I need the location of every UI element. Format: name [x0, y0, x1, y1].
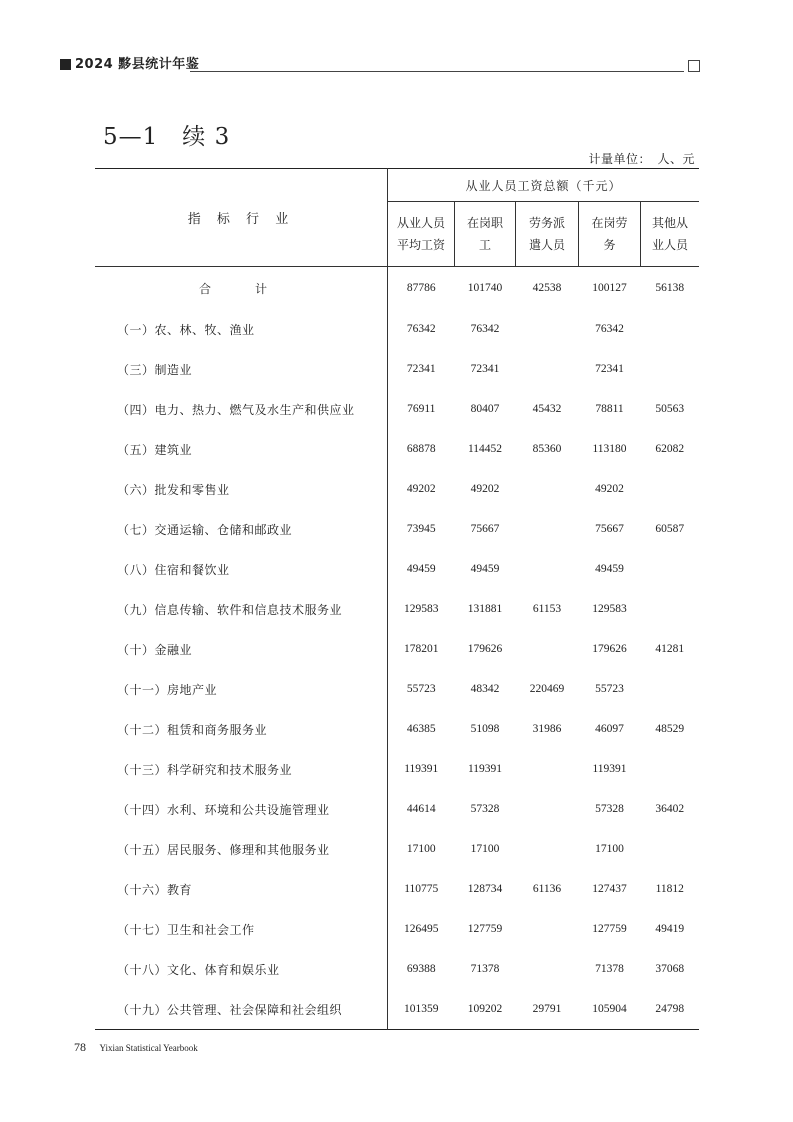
value-cell	[641, 469, 700, 509]
running-header	[60, 56, 700, 74]
value-cell: 55723	[595, 683, 624, 695]
value-cell: 36402	[655, 803, 685, 815]
value-cell: 76342	[470, 323, 500, 335]
industry-name: （十九）公共管理、社会保障和社会组织	[95, 989, 388, 1030]
table-row	[95, 389, 699, 429]
value-cell: 179626	[592, 643, 627, 655]
value-cell	[641, 749, 700, 789]
value-cell: 61153	[532, 603, 562, 615]
value-cell: 101359	[404, 1003, 439, 1015]
value-cell: 78811	[595, 403, 624, 415]
industry-name: （十五）居民服务、修理和其他服务业	[95, 829, 388, 869]
value-cell: 48529	[655, 723, 685, 735]
value-cell: 71378	[595, 963, 624, 975]
value-cell	[516, 909, 579, 949]
value-cell: 71378	[470, 963, 500, 975]
page-footer	[74, 1040, 198, 1055]
value-cell: 110775	[404, 883, 439, 895]
subheader-avg-wage: 从业人员 平均工资	[388, 202, 455, 267]
value-cell: 126495	[404, 923, 439, 935]
table-row	[95, 909, 699, 949]
value-cell	[516, 829, 579, 869]
value-cell: 51098	[470, 723, 500, 735]
table-row	[95, 429, 699, 469]
value-cell	[641, 589, 700, 629]
value-cell: 100127	[592, 282, 627, 294]
table-row	[95, 789, 699, 829]
value-cell: 29791	[532, 1003, 562, 1015]
yearbook-title: 2024 黟县统计年鉴	[75, 57, 200, 72]
table-row	[95, 749, 699, 789]
industry-name: （十七）卫生和社会工作	[95, 909, 388, 949]
industry-name: （六）批发和零售业	[95, 469, 388, 509]
industry-name: （十四）水利、环境和公共设施管理业	[95, 789, 388, 829]
value-cell: 127759	[592, 923, 627, 935]
value-cell: 72341	[406, 363, 436, 375]
table-title: 5—1 续 3	[103, 124, 231, 150]
value-cell: 62082	[655, 443, 685, 455]
value-cell: 37068	[655, 963, 685, 975]
industry-name: （十二）租赁和商务服务业	[95, 709, 388, 749]
value-cell: 46097	[595, 723, 624, 735]
value-cell: 72341	[595, 363, 624, 375]
industry-name: （一）农、林、牧、渔业	[95, 309, 388, 349]
value-cell: 49202	[470, 483, 500, 495]
header-rule	[190, 71, 684, 72]
value-cell: 113180	[592, 443, 627, 455]
value-cell: 69388	[406, 963, 436, 975]
value-cell	[641, 829, 700, 869]
industry-name: （十八）文化、体育和娱乐业	[95, 949, 388, 989]
value-cell	[516, 309, 579, 349]
value-cell: 31986	[532, 723, 562, 735]
value-cell: 119391	[467, 763, 503, 775]
value-cell: 50563	[655, 403, 685, 415]
table-row	[95, 509, 699, 549]
value-cell: 119391	[404, 763, 439, 775]
table-row	[95, 349, 699, 389]
hollow-square-icon	[688, 60, 700, 72]
table-row	[95, 709, 699, 749]
value-cell: 49459	[470, 563, 500, 575]
publication-name: Yixian Statistical Yearbook	[99, 1043, 198, 1053]
industry-name: （十）金融业	[95, 629, 388, 669]
value-cell: 68878	[406, 443, 436, 455]
value-cell: 75667	[470, 523, 500, 535]
value-cell	[516, 789, 579, 829]
subheader-on-post-labor: 在岗劳 务	[579, 202, 641, 267]
industry-name: （八）住宿和餐饮业	[95, 549, 388, 589]
value-cell: 48342	[470, 683, 500, 695]
group-header: 从业人员工资总额（千元）	[388, 169, 700, 202]
value-cell: 119391	[592, 763, 627, 775]
value-cell: 76342	[406, 323, 436, 335]
value-cell	[516, 629, 579, 669]
value-cell	[641, 669, 700, 709]
table-row	[95, 989, 699, 1030]
value-cell: 105904	[592, 1003, 627, 1015]
value-cell: 129583	[404, 603, 439, 615]
industry-name: （三）制造业	[95, 349, 388, 389]
table-row	[95, 469, 699, 509]
value-cell: 42538	[532, 282, 562, 294]
value-cell: 109202	[467, 1003, 503, 1015]
value-cell: 85360	[532, 443, 562, 455]
wage-table	[95, 168, 699, 1030]
value-cell: 127437	[592, 883, 627, 895]
value-cell: 101740	[467, 282, 503, 294]
value-cell: 11812	[655, 883, 684, 895]
table-row	[95, 309, 699, 349]
value-cell	[641, 349, 700, 389]
value-cell: 87786	[406, 282, 436, 294]
value-cell: 44614	[406, 803, 436, 815]
value-cell	[641, 309, 700, 349]
value-cell: 17100	[470, 843, 500, 855]
table-row	[95, 829, 699, 869]
value-cell	[516, 469, 579, 509]
value-cell	[516, 509, 579, 549]
industry-name: （五）建筑业	[95, 429, 388, 469]
industry-name: 合 计	[95, 267, 388, 310]
subheader-other: 其他从 业人员	[641, 202, 700, 267]
value-cell	[516, 549, 579, 589]
value-cell: 56138	[655, 282, 685, 294]
value-cell: 73945	[406, 523, 436, 535]
table-body	[95, 267, 699, 1030]
value-cell: 57328	[595, 803, 624, 815]
subheader-on-post-staff: 在岗职 工	[455, 202, 516, 267]
value-cell: 49419	[655, 923, 685, 935]
unit-note: 计量单位： 人、元	[588, 152, 695, 166]
value-cell: 46385	[406, 723, 436, 735]
value-cell	[516, 349, 579, 389]
value-cell: 57328	[470, 803, 500, 815]
industry-name: （十六）教育	[95, 869, 388, 909]
value-cell: 55723	[406, 683, 436, 695]
value-cell: 114452	[467, 443, 503, 455]
value-cell: 41281	[655, 643, 685, 655]
value-cell: 49202	[595, 483, 624, 495]
value-cell: 72341	[470, 363, 500, 375]
industry-name: （十三）科学研究和技术服务业	[95, 749, 388, 789]
table-row	[95, 589, 699, 629]
value-cell: 60587	[655, 523, 685, 535]
square-bullet-icon	[60, 59, 71, 70]
value-cell: 49202	[406, 483, 436, 495]
value-cell: 178201	[404, 643, 439, 655]
value-cell: 131881	[467, 603, 503, 615]
value-cell: 61136	[532, 883, 562, 895]
indicator-header: 指 标 行 业	[95, 169, 388, 267]
table-row	[95, 669, 699, 709]
value-cell: 17100	[595, 843, 624, 855]
industry-name: （九）信息传输、软件和信息技术服务业	[95, 589, 388, 629]
industry-name: （四）电力、热力、燃气及水生产和供应业	[95, 389, 388, 429]
value-cell: 24798	[655, 1003, 685, 1015]
value-cell: 179626	[467, 643, 503, 655]
table-row	[95, 869, 699, 909]
total-row	[95, 267, 699, 310]
page-number: 78	[74, 1040, 86, 1054]
value-cell: 129583	[592, 603, 627, 615]
value-cell	[641, 549, 700, 589]
industry-name: （七）交通运输、仓储和邮政业	[95, 509, 388, 549]
value-cell	[516, 749, 579, 789]
value-cell: 76911	[407, 403, 436, 415]
value-cell: 17100	[406, 843, 436, 855]
value-cell: 49459	[406, 563, 436, 575]
value-cell: 45432	[532, 403, 562, 415]
value-cell: 80407	[470, 403, 500, 415]
value-cell: 220469	[529, 683, 565, 695]
value-cell: 75667	[595, 523, 624, 535]
value-cell: 128734	[467, 883, 503, 895]
table-row	[95, 549, 699, 589]
value-cell: 49459	[595, 563, 624, 575]
industry-name: （十一）房地产业	[95, 669, 388, 709]
table-row	[95, 949, 699, 989]
value-cell: 127759	[467, 923, 503, 935]
value-cell: 76342	[595, 323, 624, 335]
value-cell	[516, 949, 579, 989]
table-row	[95, 629, 699, 669]
subheader-dispatched: 劳务派 遣人员	[516, 202, 579, 267]
